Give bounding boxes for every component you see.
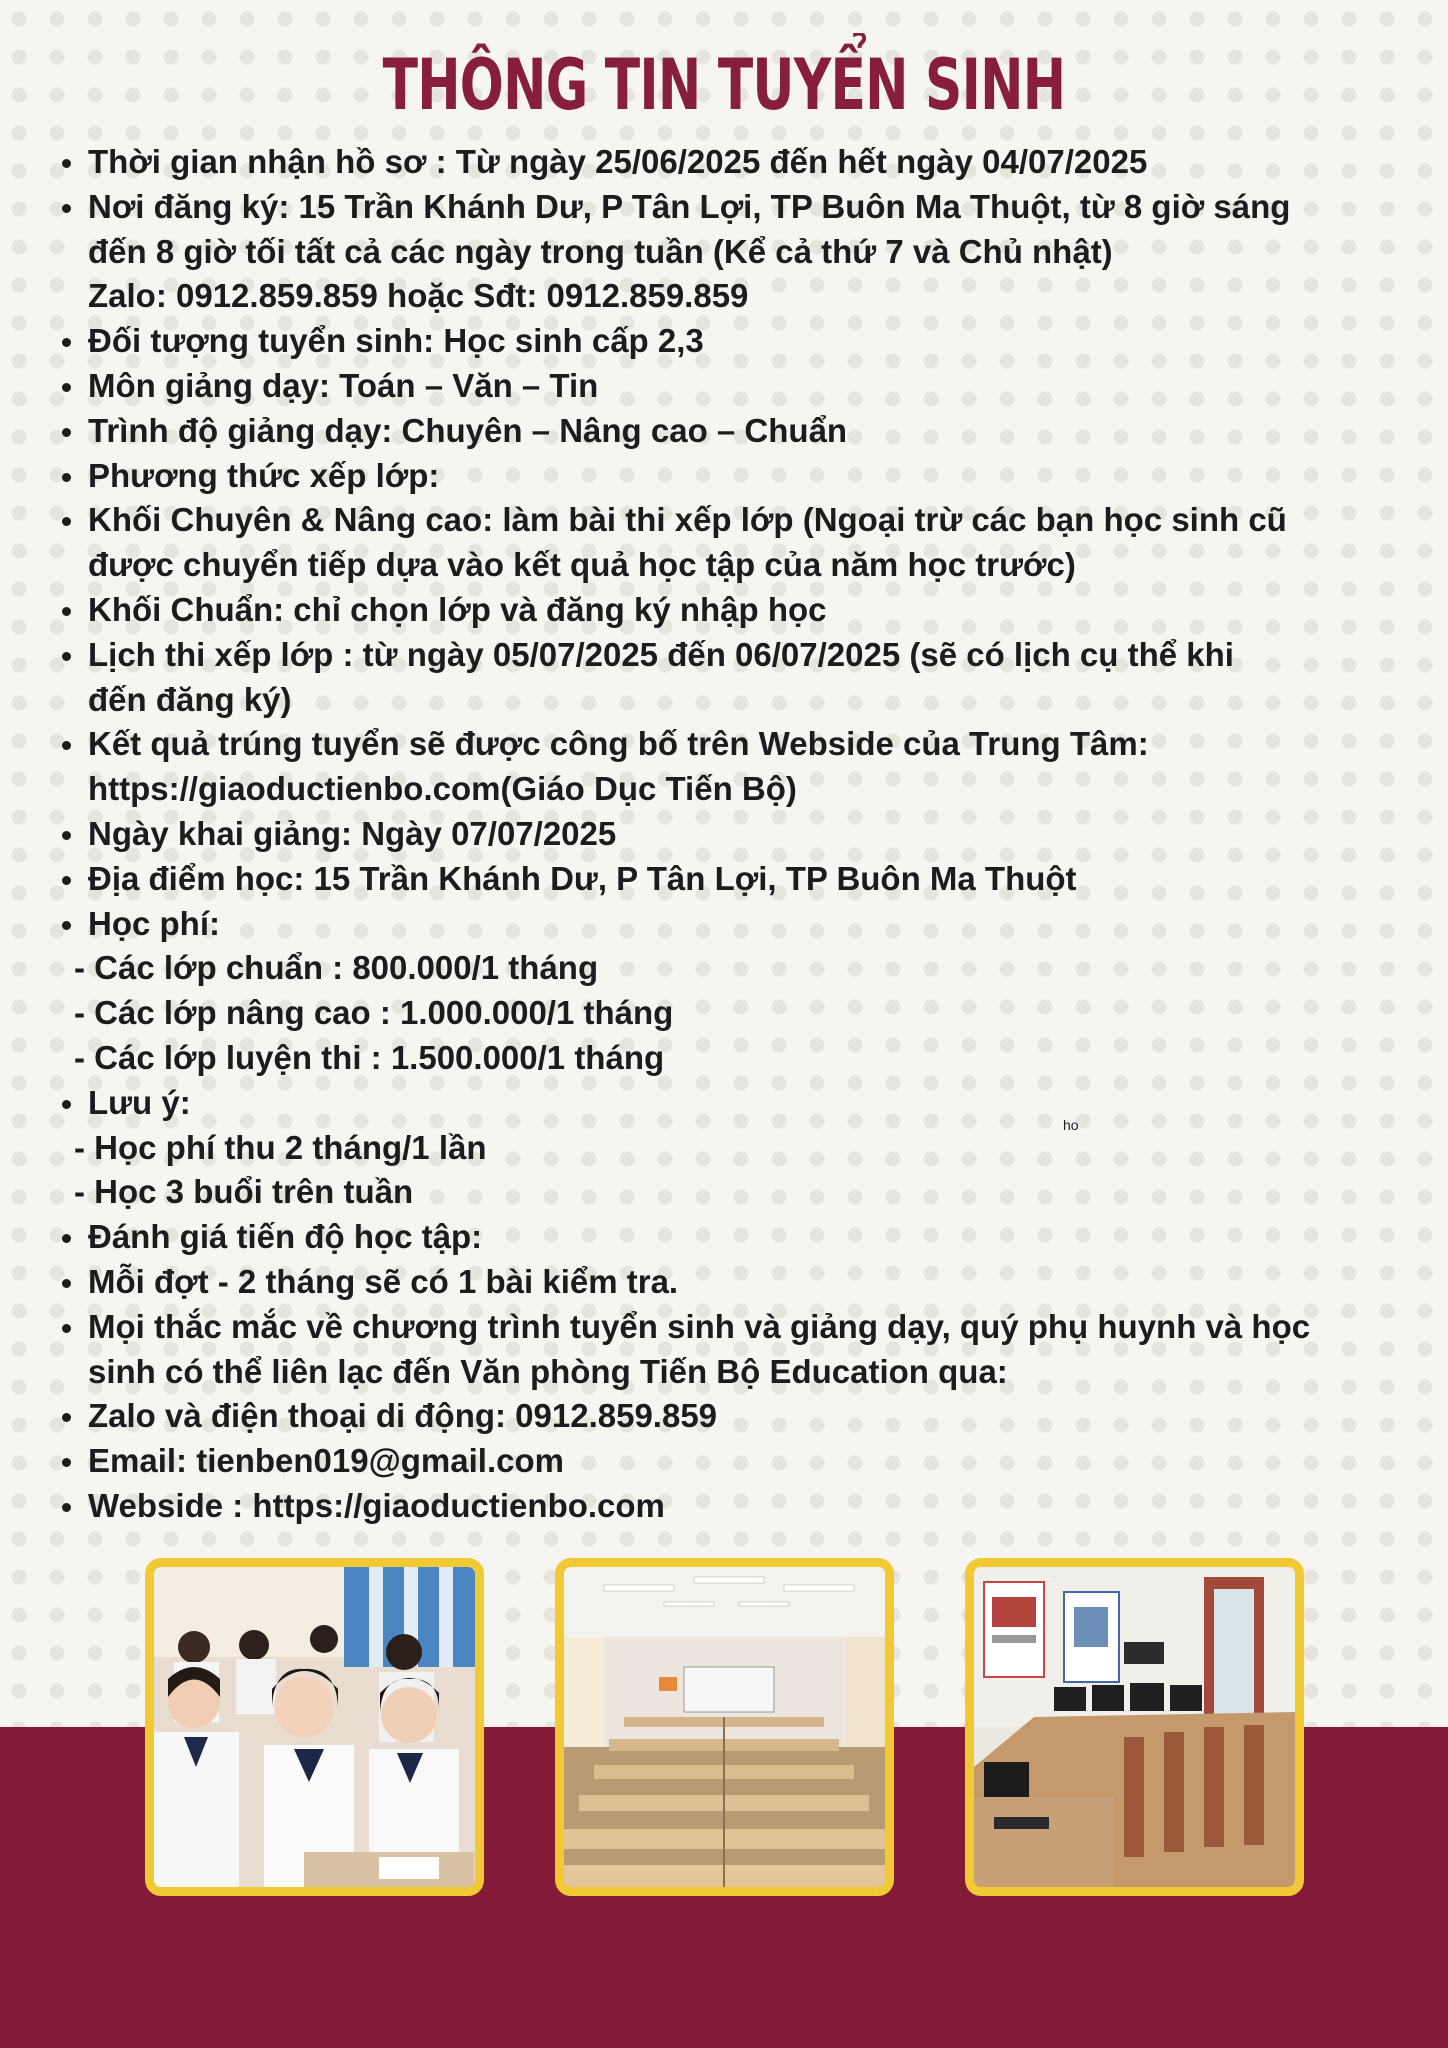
info-bullet-item [60,140,1400,185]
info-line: được chuyển tiếp dựa vào kết quả học tập của năm học trước) [88,546,1076,584]
info-line: - Các lớp luyện thi : 1.500.000/1 tháng [74,1038,665,1076]
info-bullet-item [60,1484,1400,1529]
info-line: https://giaoductienbo.com(Giáo Dục Tiến Bộ) [88,770,797,808]
info-bullet-item [60,1081,1400,1126]
info-bullet-item [60,1215,1400,1260]
info-line: Thời gian nhận hồ sơ : Từ ngày 25/06/2025 đến hết ngày 04/07/2025 [88,143,1148,180]
info-bullet-item [60,1260,1400,1305]
info-line: Zalo: 0912.859.859 hoặc Sđt: 0912.859.859 [88,277,749,315]
info-bullet-item [60,1394,1400,1439]
info-line: Đánh giá tiến độ học tập: [88,1218,483,1256]
info-line: Mỗi đợt - 2 tháng sẽ có 1 bài kiểm tra. [88,1262,679,1300]
info-line: Đối tượng tuyển sinh: Học sinh cấp 2,3 [88,322,704,360]
info-line: đến đăng ký) [88,680,292,718]
stray-text: ho [1063,1117,1079,1133]
info-line: Kết quả trúng tuyển sẽ được công bố trên Webside của Trung Tâm: [88,725,1149,763]
info-line: Địa điểm học: 15 Trần Khánh Dư, P Tân Lợi, TP Buôn Ma Thuột [88,859,1077,897]
info-sub-item [60,1126,1400,1171]
info-bullet-item [60,588,1400,633]
info-line: - Học 3 buổi trên tuần [74,1173,414,1211]
classroom-photo [555,1558,894,1896]
info-line: đến 8 giờ tối tất cả các ngày trong tuần (Kể cả thứ 7 và Chủ nhật) [88,232,1113,270]
info-sub-item [60,946,1400,991]
info-bullet-item [60,1439,1400,1484]
info-line: Ngày khai giảng: Ngày 07/07/2025 [88,814,617,852]
info-bullet-item [60,319,1400,364]
info-sub-item [60,1036,1400,1081]
info-bullet-item [60,454,1400,499]
info-sub-item [60,991,1400,1036]
info-line: - Các lớp chuẩn : 800.000/1 tháng [74,949,599,987]
info-bullet-item [60,722,1400,812]
info-bullet-item [60,902,1400,947]
info-sub-item [60,1170,1400,1215]
info-bullet-item [60,812,1400,857]
computer-lab-photo [965,1558,1304,1896]
info-line: Nơi đăng ký: 15 Trần Khánh Dư, P Tân Lợi, TP Buôn Ma Thuột, từ 8 giờ sáng [88,187,1291,225]
info-bullet-item [60,409,1400,454]
info-line: Trình độ giảng dạy: Chuyên – Nâng cao – Chuẩn [88,411,848,449]
info-bullet-item [60,185,1400,319]
page-title: THÔNG TIN TUYỂN SINH [382,44,1066,126]
info-line: Khối Chuyên & Nâng cao: làm bài thi xếp lớp (Ngoại trừ các bạn học sinh cũ [88,501,1287,539]
info-bullet-item [60,1305,1400,1395]
info-line: Email: tienben019@gmail.com [88,1442,564,1480]
info-line: Môn giảng dạy: Toán – Văn – Tin [88,366,599,404]
info-line: Khối Chuẩn: chỉ chọn lớp và đăng ký nhập học [88,590,827,628]
info-bullet-item [60,498,1400,588]
admission-info-list [60,140,1400,1529]
info-bullet-item [60,633,1400,723]
info-line: - Các lớp nâng cao : 1.000.000/1 tháng [74,994,674,1032]
info-bullet-item [60,364,1400,409]
info-line: Lịch thi xếp lớp : từ ngày 05/07/2025 đến 06/07/2025 (sẽ có lịch cụ thể khi [88,635,1234,673]
info-line: Phương thức xếp lớp: [88,456,440,494]
students-photo [145,1558,484,1896]
info-line: Webside : https://giaoductienbo.com [88,1486,665,1524]
info-line: Lưu ý: [88,1083,191,1121]
info-line: Mọi thắc mắc về chương trình tuyển sinh và giảng dạy, quý phụ huynh và học [88,1307,1311,1345]
info-line: sinh có thể liên lạc đến Văn phòng Tiến Bộ Education qua: [88,1352,1008,1390]
info-line: Zalo và điện thoại di động: 0912.859.859 [88,1397,718,1435]
info-bullet-item [60,857,1400,902]
info-line: - Học phí thu 2 tháng/1 lần [74,1128,487,1166]
info-line: Học phí: [88,904,220,942]
